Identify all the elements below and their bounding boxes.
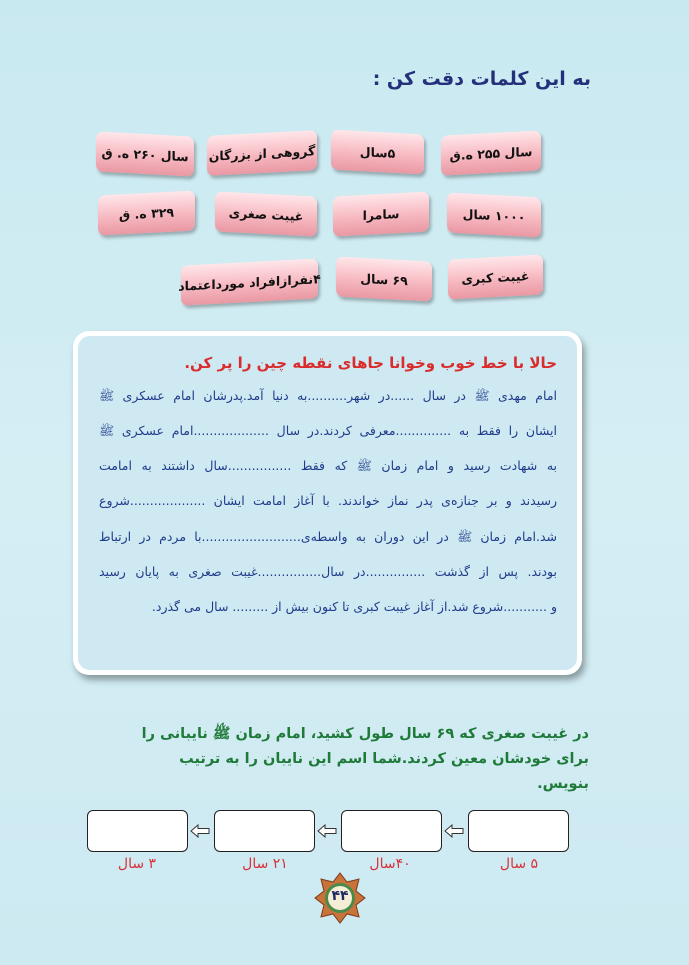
arrow-left-icon [444, 824, 464, 838]
word-flag: ۶۹ سال [336, 256, 432, 301]
panel-line-5: شد.امام زمان ﷺ در این دوران به واسطه‌ی.........................با مردم در ارتباط [99, 529, 557, 544]
word-flag: سال ۲۶۰ ه. ق [96, 131, 194, 176]
arrow-left-icon [317, 824, 337, 838]
panel-line-1: امام مهدی ﷺ در سال ......در شهر..........به دنیا آمد.پدرشان امام عسکری ﷺ [99, 388, 557, 403]
page-title: به این کلمات دقت کن : [372, 68, 591, 90]
fill-in-panel-body [78, 336, 577, 670]
word-flag: ۴نفرازافراد مورداعتماد [181, 258, 318, 305]
word-flag: سامرا [333, 191, 429, 236]
question-text: در غیبت صغری که ۶۹ سال طول کشید، امام زمان ﷺ نایبانی را برای خودشان معین کردند.شما اسم این نایبان را به ترتیب بنویس. [141, 726, 589, 792]
word-flag: ۱۰۰۰ سال [447, 193, 541, 238]
timeline-label-4: ۳ سال [117, 856, 157, 872]
word-flag: ۳۲۹ ه. ق [98, 190, 195, 235]
answer-box-2[interactable] [341, 810, 442, 852]
timeline-label-1: ۵ سال [499, 856, 539, 872]
panel-line-4: رسیدند و بر جنازه‌ی پدر نماز خواندند. با آغاز امامت ایشان ...................شروع [99, 493, 557, 508]
panel-line-6: بودند. پس از گذشت ...............در سال................غیبت صغری به پایان رسید [99, 564, 557, 579]
page-number: ۴۴ [331, 888, 349, 904]
panel-line-3: به شهادت رسید و امام زمان ﷺ که فقط ................سال داشتند به امامت [99, 458, 557, 473]
arrow-left-icon [190, 824, 210, 838]
panel-heading: حالا با خط خوب وخوانا جاهای نقطه چین را پر کن. [184, 354, 557, 372]
answer-box-3[interactable] [214, 810, 315, 852]
word-flag: سال ۲۵۵ ه.ق [441, 130, 541, 175]
word-flag: غیبت کبری [448, 255, 543, 300]
panel-line-2: ایشان را فقط به ..............معرفی کردند.در سال ...................امام عسکری ﷺ [99, 423, 557, 438]
word-flag: ۵سال [331, 130, 424, 175]
timeline-label-3: ۲۱ سال [242, 856, 288, 872]
word-flag: گروهی از بزرگان [207, 130, 317, 176]
timeline-label-2: ۴۰سال [369, 856, 411, 872]
page-number-badge [314, 872, 366, 924]
fill-in-panel [73, 331, 582, 675]
answer-box-1[interactable] [468, 810, 569, 852]
answer-box-4[interactable] [87, 810, 188, 852]
word-flag: غیبت صغری [215, 191, 317, 236]
panel-line-7: و ...........شروع شد.از آغاز غیبت کبری تا کنون بیش از ......... سال می گذرد. [151, 599, 557, 614]
